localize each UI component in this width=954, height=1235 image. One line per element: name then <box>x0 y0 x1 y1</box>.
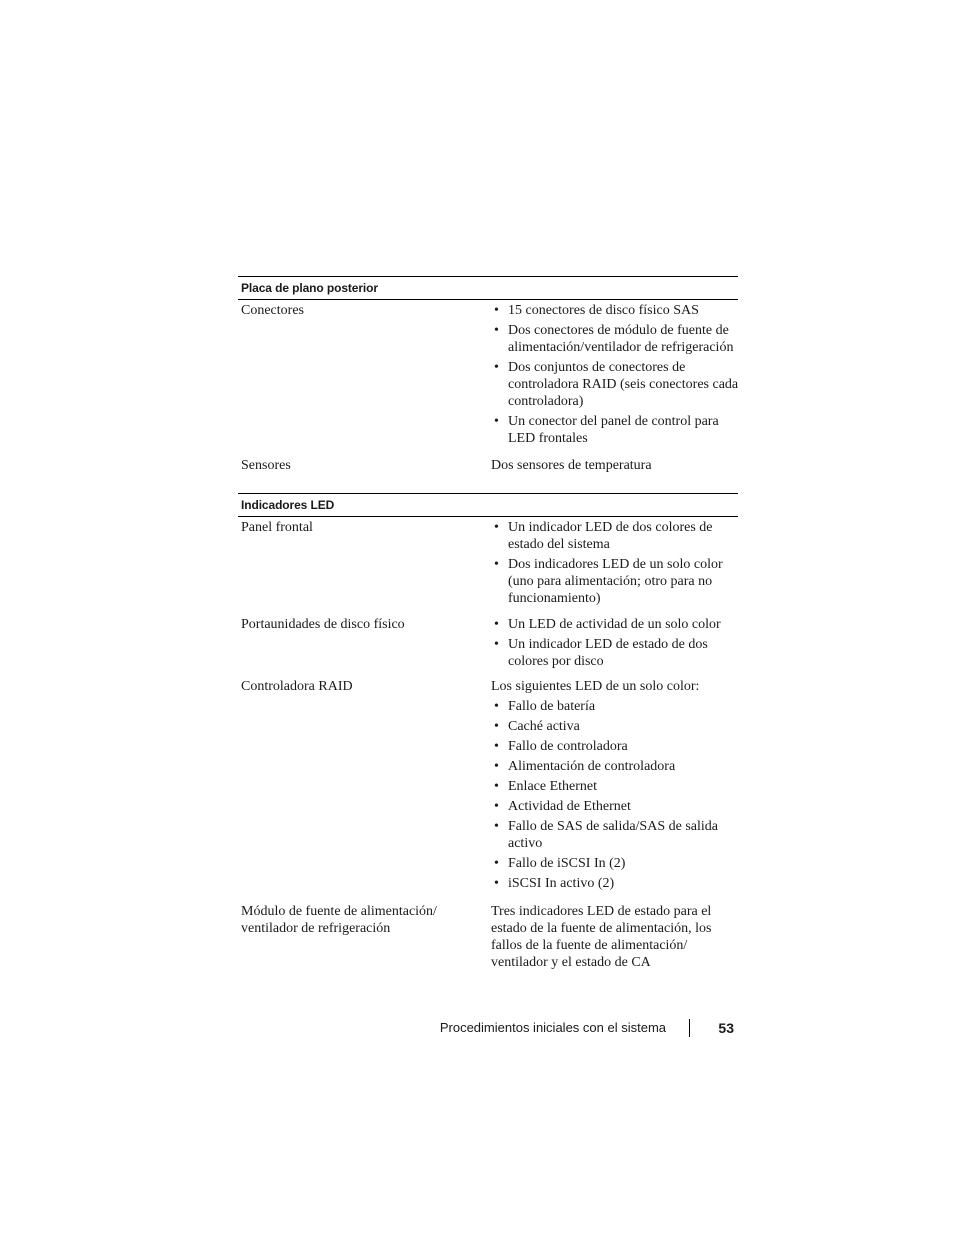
list-item: • Fallo de iSCSI In (2) <box>491 855 741 872</box>
section-backplane <box>238 276 739 473</box>
row-label: Portaunidades de disco físico <box>241 617 405 632</box>
list-item: • iSCSI In activo (2) <box>491 875 741 892</box>
bullet-list <box>491 519 741 607</box>
row-value <box>491 457 741 477</box>
row-value <box>491 903 741 974</box>
row-value <box>491 519 741 610</box>
row-value <box>491 678 741 895</box>
list-item: • Dos conjuntos de conectores de controladora RAID (seis conectores cada controladora) <box>491 359 741 410</box>
section-led-indicators <box>238 493 738 970</box>
section-title: Indicadores LED <box>238 493 738 517</box>
value-text: Dos sensores de temperatura <box>491 458 652 473</box>
value-intro: Los siguientes LED de un solo color: <box>491 679 700 694</box>
row-label: Conectores <box>241 303 304 318</box>
list-item: • Fallo de controladora <box>491 738 741 755</box>
row-label: Módulo de fuente de alimentación/ ventilador de refrigeración <box>241 904 437 936</box>
list-item: • Un conector del panel de control para LED frontales <box>491 413 741 447</box>
row-value <box>491 616 741 673</box>
list-item: • Alimentación de controladora <box>491 758 741 775</box>
list-item: • Dos conectores de módulo de fuente de alimentación/ventilador de refrigeración <box>491 322 741 356</box>
row-label: Sensores <box>241 458 291 473</box>
row-value <box>491 302 741 450</box>
value-text: Tres indicadores LED de estado para el estado de la fuente de alimentación, los fallos de la fuente de alimentación/ ventilador y el estado de CA <box>491 904 712 970</box>
row-label: Controladora RAID <box>241 679 353 694</box>
bullet-list <box>491 616 741 670</box>
list-item: • Un indicador LED de estado de dos colores por disco <box>491 636 741 670</box>
bullet-list <box>491 302 741 447</box>
list-item: • Enlace Ethernet <box>491 778 741 795</box>
list-item: • Actividad de Ethernet <box>491 798 741 815</box>
list-item: • Dos indicadores LED de un solo color (uno para alimentación; otro para no funcionamiento) <box>491 556 741 607</box>
page-footer <box>238 1019 734 1039</box>
section-title: Placa de plano posterior <box>238 276 738 300</box>
footer-divider <box>689 1019 690 1037</box>
bullet-list <box>491 698 741 892</box>
footer-title: Procedimientos iniciales con el sistema <box>439 1020 666 1035</box>
list-item: • 15 conectores de disco físico SAS <box>491 302 741 319</box>
row-label: Panel frontal <box>241 520 313 535</box>
list-item: • Fallo de SAS de salida/SAS de salida activo <box>491 818 741 852</box>
list-item: • Caché activa <box>491 718 741 735</box>
list-item: • Un indicador LED de dos colores de estado del sistema <box>491 519 741 553</box>
page-number: 53 <box>718 1020 734 1036</box>
list-item: • Un LED de actividad de un solo color <box>491 616 741 633</box>
list-item: • Fallo de batería <box>491 698 741 715</box>
